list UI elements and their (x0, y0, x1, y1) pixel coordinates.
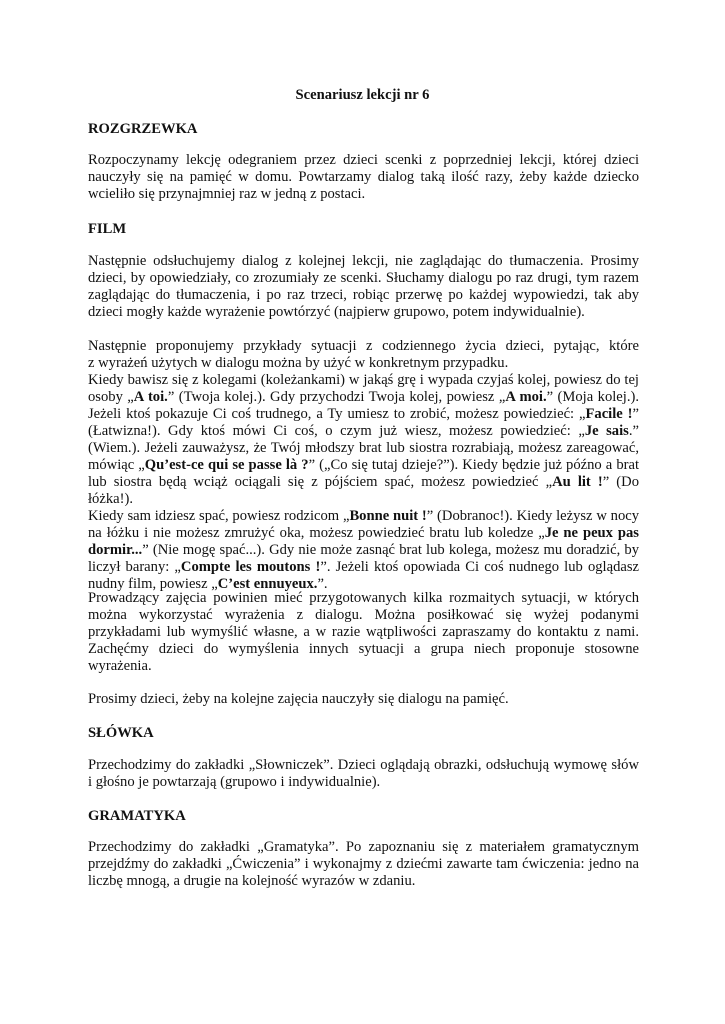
heading-slowka: SŁÓWKA (88, 725, 154, 741)
phrase-compte-les-moutons: Compte les moutons ! (180, 559, 321, 575)
text-line: zaglądając do tłumaczenia, i po raz trzeci, robiąc przerwę po każdej wypowiedzi, tak aby (88, 287, 639, 303)
text-line: Jeżeli ktoś pokazuje Ci coś trudnego, a Ty umiesz to zrobić, możesz powiedzieć: „Facile !” (88, 406, 639, 422)
text-line: Prosimy dzieci, żeby na kolejne zajęcia nauczyły się dialogu na pamięć. (88, 691, 509, 707)
text-line: dormir...” (Nie mogę spać...). Gdy nie może zasnąć brat lub kolega, możesz mu doradzić, by (88, 542, 639, 558)
paragraph-film-3 (88, 590, 639, 675)
text-line: i głośno je powtarzają (grupowo i indywidualnie). (88, 774, 381, 790)
phrase-facile: Facile ! (585, 406, 633, 422)
text-line: na łóżku i nie możesz zmrużyć oka, możesz powiedzieć bratu lub koledze „Je ne peux pas (88, 525, 639, 541)
paragraph-film-1 (88, 253, 639, 321)
text-line: Kiedy bawisz się z kolegami (koleżankami) w jakąś grę i wypada czyjaś kolej, powiesz do tej (88, 372, 639, 388)
paragraph-gramatyka (88, 839, 639, 890)
paragraph-film-2 (88, 338, 639, 593)
phrase-c-est-ennuyeux: C’est ennuyeux. (217, 576, 318, 592)
text-line: liczbę mnogą, a drugie na kolejność wyrazów w zdaniu. (88, 873, 416, 889)
text-line: dzieci, by opowiedziały, co zrozumiały ze scenki. Słuchamy dialogu po raz drugi, tym razem (88, 270, 639, 286)
text-line: można wykorzystać wyrażenia z dialogu. Można posiłkować się wyżej podanymi (88, 607, 639, 623)
heading-rozgrzewka: ROZGRZEWKA (88, 121, 198, 137)
text-line: Przechodzimy do zakładki „Gramatyka”. Po zapoznaniu się z materiałem gramatycznym (88, 839, 639, 855)
heading-film: FILM (88, 221, 127, 237)
text-line: (Wiem.). Jeżeli zauważysz, że Twój młodszy brat lub siostra rozrabiają, możesz zareagować, (88, 440, 639, 456)
text-line: osoby „A toi.” (Twoja kolej.). Gdy przychodzi Twoja kolej, powiesz „A moi.” (Moja kolej.). (88, 389, 639, 405)
text-line: liczył barany: „Compte les moutons !”. Jeżeli ktoś opowiada Ci coś nudnego lub oglądasz (88, 559, 639, 575)
paragraph-rozgrzewka (88, 152, 639, 203)
text-line: wyrażenia. (88, 658, 152, 674)
text-line: przykładami lub wymyślić własne, a w razie wątpliwości zapraszamy do kontaktu z nami. (88, 624, 639, 640)
text-line: Rozpoczynamy lekcję odegraniem przez dzieci scenki z poprzedniej lekcji, której dzieci (88, 152, 639, 168)
text-line: Prowadzący zajęcia powinien mieć przygotowanych kilka rozmaitych sytuacji, w których (88, 590, 639, 606)
phrase-qu-est-ce: Qu’est-ce qui se passe là ? (144, 457, 309, 473)
page-title: Scenariusz lekcji nr 6 (295, 87, 430, 103)
phrase-a-toi: A toi. (133, 389, 168, 405)
phrase-a-moi: A moi. (505, 389, 547, 405)
text-line: nudny film, powiesz „C’est ennuyeux.”. (88, 576, 328, 592)
text-line: Kiedy sam idziesz spać, powiesz rodzicom „Bonne nuit !” (Dobranoc!). Kiedy leżysz w nocy (88, 508, 640, 524)
paragraph-film-4 (88, 691, 639, 708)
heading-gramatyka: GRAMATYKA (88, 808, 186, 824)
text-line: (Łatwizna!). Gdy ktoś mówi Ci coś, o czym już wiesz, możesz powiedzieć: „Je sais.” (88, 423, 639, 439)
text-line: dzieci mogły każde wyrażenie powtórzyć (najpierw grupowo, potem indywidualnie). (88, 304, 585, 320)
phrase-je-ne-peux-pas: Je ne peux pas (544, 525, 639, 541)
phrase-au-lit: Au lit ! (552, 474, 603, 490)
text-line: Następnie odsłuchujemy dialog z kolejnej lekcji, nie zaglądając do tłumaczenia. Prosimy (88, 253, 639, 269)
text-line: Następnie proponujemy przykłady sytuacji z codziennego życia dzieci, pytając, które (88, 338, 639, 354)
phrase-je-sais: Je sais (584, 423, 629, 439)
text-line: z wyrażeń użytych w dialogu można by użyć w konkretnym przypadku. (88, 355, 509, 371)
text-line: lub siostra będą wciąż ociągali się z pójściem spać, możesz powiedzieć „Au lit !” (Do łóżka!). (88, 474, 639, 507)
text-line: nauczyły się na pamięć w domu. Powtarzamy dialog taką ilość razy, żeby każde dziecko (88, 169, 639, 185)
phrase-dormir: dormir... (88, 542, 143, 558)
paragraph-slowka (88, 757, 639, 791)
phrase-bonne-nuit: Bonne nuit ! (349, 508, 427, 524)
text-line: przejdźmy do zakładki „Ćwiczenia” i wykonajmy z dziećmi zawarte tam ćwiczenia: jedno na (88, 856, 639, 872)
text-line: Przechodzimy do zakładki „Słowniczek”. Dzieci oglądają obrazki, odsłuchują wymowę słów (88, 757, 639, 773)
text-line: Zachęćmy dzieci do wymyślenia innych sytuacji a grupa niech proponuje stosowne (88, 641, 639, 657)
text-line: wcieliło się przynajmniej raz w jedną z postaci. (88, 186, 366, 202)
text-line: mówiąc „Qu’est-ce qui se passe là ?” („Co się tutaj dzieje?”). Kiedy będzie już późno a brat (88, 457, 640, 473)
